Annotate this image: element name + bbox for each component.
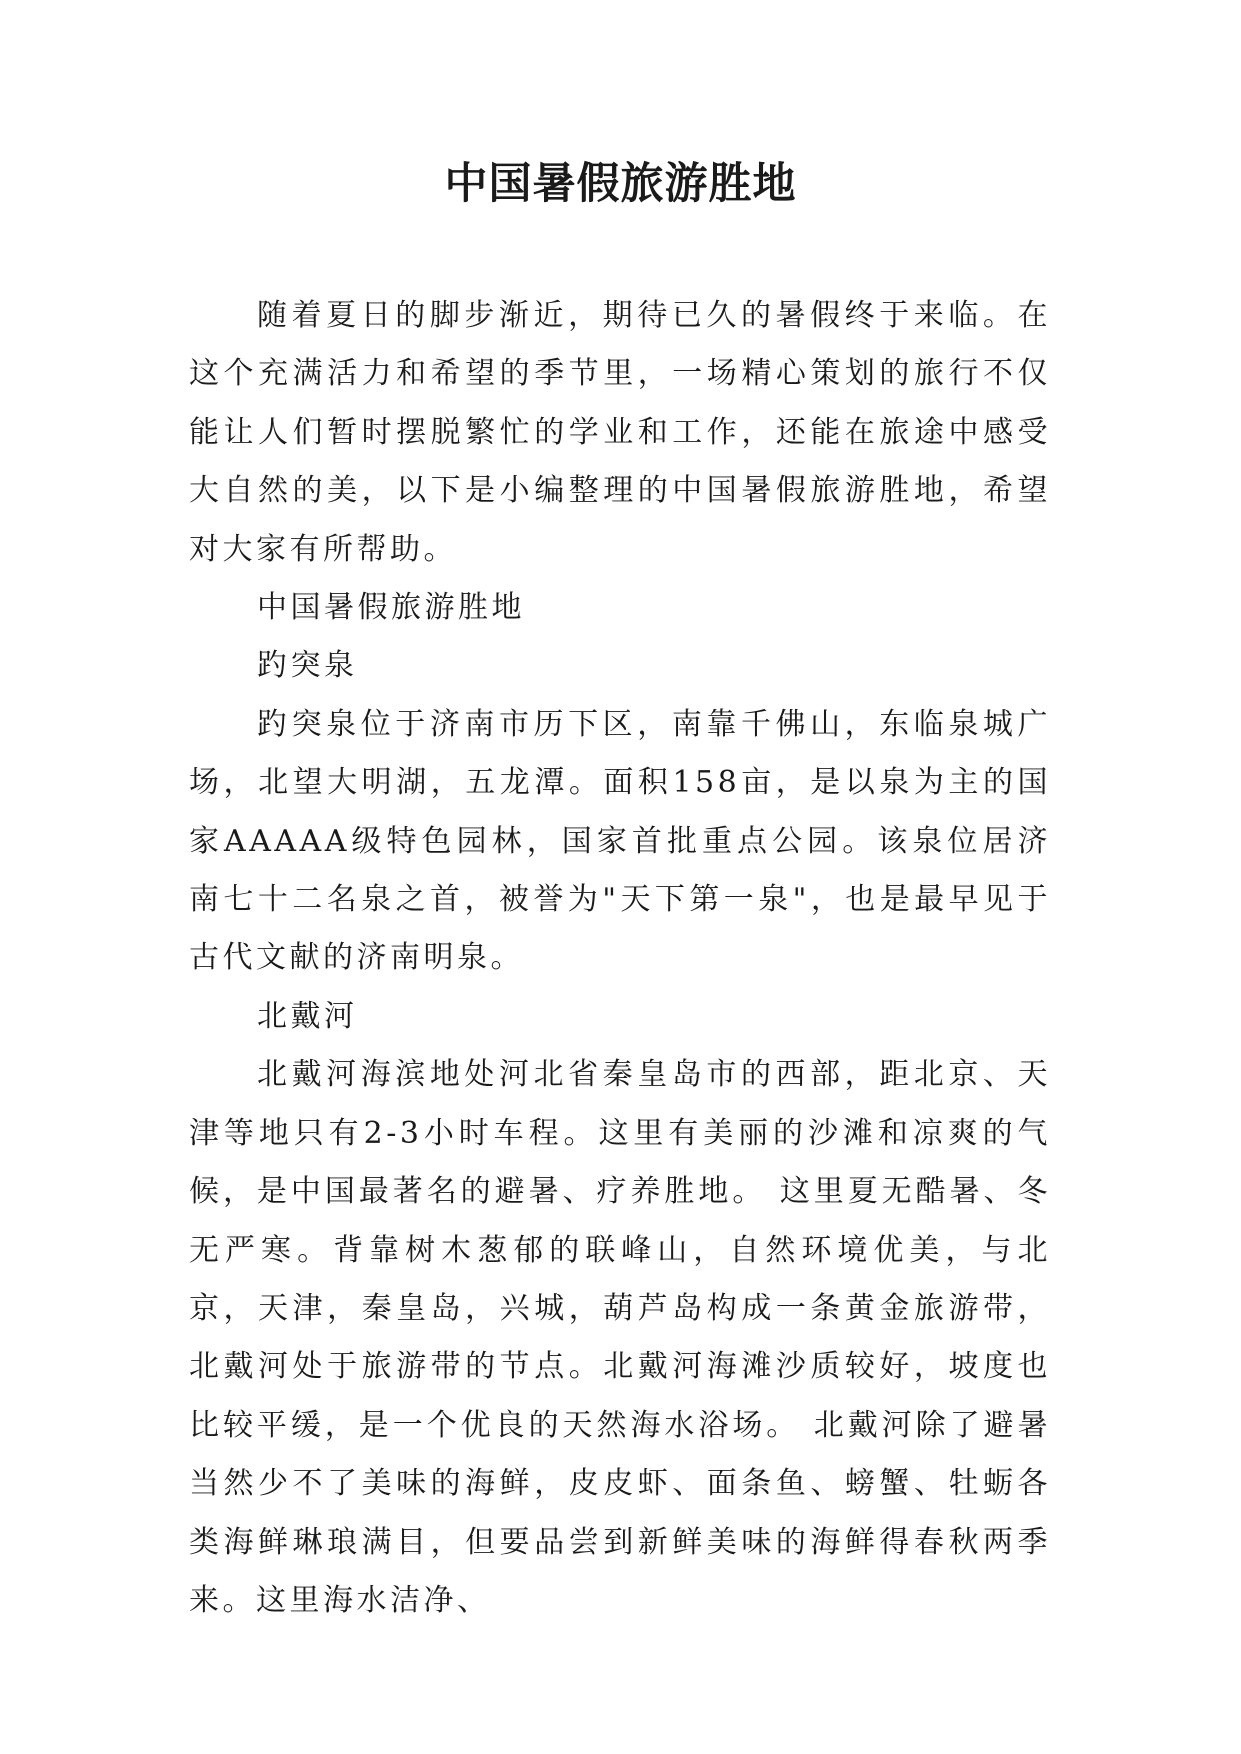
document-title: 中国暑假旅游胜地 bbox=[444, 159, 797, 209]
section-heading: 中国暑假旅游胜地 bbox=[257, 590, 525, 626]
place-heading-baotu-spring: 趵突泉 bbox=[257, 648, 358, 684]
place-paragraph-beidaihe: 北戴河海滨地处河北省秦皇岛市的西部，距北京、天津等地只有2-3小时车程。这里有美丽的沙滩和凉爽的气候，是中国最著名的避暑、疗养胜地。 这里夏无酷暑、冬无严寒。背靠树木葱郁的联峰山，自然环境优美，与北京，天津，秦皇岛，兴城，葫芦岛构成一条黄金旅游带，北戴河处于旅游带的节点。北戴河海滩沙质较好，坡度也比较平缓，是一个优良的天然海水浴场。 北戴河除了避暑当然少不了美味的海鲜，皮皮虾、面条鱼、螃蟹、牡蛎各类海鲜琳琅满目，但要品尝到新鲜美味的海鲜得春秋两季来。这里海水洁净、 bbox=[189, 1057, 1051, 1618]
document-body bbox=[189, 287, 1051, 1630]
place-paragraph-baotu-spring: 趵突泉位于济南市历下区，南靠千佛山，东临泉城广场，北望大明湖，五龙潭。面积158亩，是以泉为主的国家AAAAA级特色园林，国家首批重点公园。该泉位居济南七十二名泉之首，被誉为"天下第一泉"，也是最早见于古代文献的济南明泉。 bbox=[189, 706, 1051, 976]
intro-paragraph: 随着夏日的脚步渐近，期待已久的暑假终于来临。在这个充满活力和希望的季节里，一场精心策划的旅行不仅能让人们暂时摆脱繁忙的学业和工作，还能在旅途中感受大自然的美，以下是小编整理的中国暑假旅游胜地，希望对大家有所帮助。 bbox=[189, 298, 1051, 567]
place-heading-beidaihe: 北戴河 bbox=[257, 998, 358, 1034]
